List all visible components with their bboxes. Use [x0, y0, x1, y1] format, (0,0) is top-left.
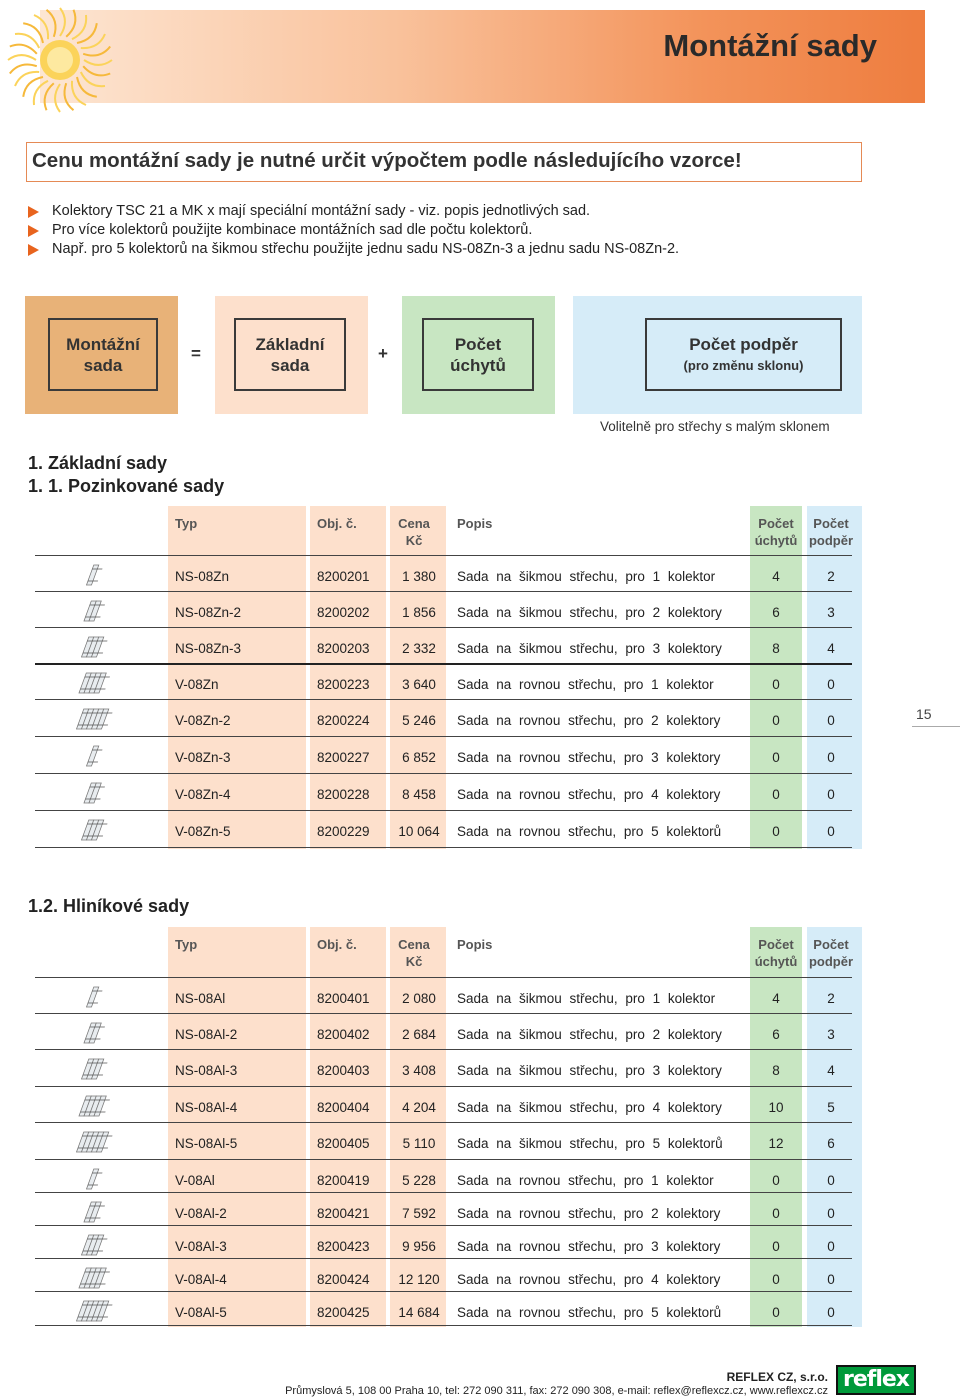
cell-obj: 8200403	[317, 1063, 370, 1078]
mounting-kit-image	[70, 1295, 118, 1327]
cell-uchyty: 0	[772, 1305, 780, 1320]
cell-cena: 9 956	[402, 1239, 436, 1254]
cell-uchyty: 0	[772, 1206, 780, 1221]
cell-obj: 8200405	[317, 1136, 370, 1151]
cell-obj: 8200425	[317, 1305, 370, 1320]
cell-podpery: 0	[827, 1239, 835, 1254]
column-background	[310, 927, 386, 1327]
cell-podpery: 0	[827, 1272, 835, 1287]
cell-cena: 2 080	[402, 991, 436, 1006]
cell-popis: Sada na šikmou střechu, pro 4 kolektory	[457, 1100, 722, 1115]
formula-equals: =	[191, 344, 201, 363]
cell-obj: 8200421	[317, 1206, 370, 1221]
cell-popis: Sada na rovnou střechu, pro 4 kolektory	[457, 1272, 721, 1287]
header-obj: Obj. č.	[317, 516, 357, 531]
mounting-kit-image	[70, 1053, 118, 1085]
cell-uchyty: 0	[772, 1173, 780, 1188]
row-divider	[35, 1325, 852, 1326]
cell-cena: 12 120	[398, 1272, 440, 1287]
cell-popis: Sada na rovnou střechu, pro 3 kolektory	[457, 1239, 721, 1254]
cell-cena: 5 110	[402, 1136, 436, 1151]
cell-uchyty: 10	[768, 1100, 784, 1115]
cell-typ: V-08Zn-3	[175, 750, 231, 765]
cell-popis: Sada na šikmou střechu, pro 5 kolektorů	[457, 1136, 723, 1151]
cell-obj: 8200423	[317, 1239, 370, 1254]
mounting-kit-image	[70, 595, 118, 627]
cell-uchyty: 0	[772, 750, 780, 765]
cell-cena: 7 592	[402, 1206, 436, 1221]
triangle-bullet-icon	[28, 206, 39, 218]
cell-typ: NS-08Zn	[175, 569, 230, 584]
mounting-kit-image	[70, 631, 118, 663]
column-background	[168, 927, 306, 1327]
cell-podpery: 2	[827, 991, 835, 1006]
cell-popis: Sada na rovnou střechu, pro 3 kolektory	[457, 750, 721, 765]
formula-zakladni-box: Základní sada	[234, 318, 346, 391]
mounting-kit-image	[70, 559, 118, 591]
mounting-kit-image	[70, 814, 118, 846]
reflex-logo: reflex	[836, 1365, 916, 1395]
cell-typ: V-08Al-2	[175, 1206, 227, 1221]
row-divider	[35, 1258, 852, 1259]
row-divider	[35, 591, 852, 592]
triangle-bullet-icon	[28, 225, 39, 237]
row-divider	[35, 1192, 852, 1193]
mounting-kit-image	[70, 703, 118, 735]
cell-popis: Sada na rovnou střechu, pro 5 kolektorů	[457, 824, 722, 839]
bullet-item: Např. pro 5 kolektorů na šikmou střechu použijte jednu sadu NS-08Zn-3 a jednu sadu NS-08Zn-2.	[28, 240, 679, 259]
header-cena: Cena Kč	[398, 937, 430, 969]
cell-obj: 8200203	[317, 641, 370, 656]
cell-uchyty: 0	[772, 1272, 780, 1287]
cell-obj: 8200223	[317, 677, 370, 692]
cell-typ: V-08Al-5	[175, 1305, 227, 1320]
cell-popis: Sada na šikmou střechu, pro 2 kolektory	[457, 1027, 722, 1042]
cell-podpery: 4	[827, 641, 835, 656]
cell-podpery: 0	[827, 713, 835, 728]
cell-cena: 2 684	[402, 1027, 436, 1042]
cell-uchyty: 8	[772, 1063, 780, 1078]
cell-podpery: 0	[827, 750, 835, 765]
header-obj: Obj. č.	[317, 937, 357, 952]
mounting-kit-image	[70, 740, 118, 772]
mounting-kit-image	[70, 1090, 118, 1122]
page-title: Montážní sady	[663, 28, 877, 63]
formula-uchyty-bg	[402, 296, 555, 414]
formula-uchyty-box: Počet úchytů	[422, 318, 534, 391]
row-divider	[35, 1225, 852, 1226]
row-divider	[35, 810, 852, 811]
mounting-kit-image	[70, 1262, 118, 1294]
cell-cena: 5 228	[402, 1173, 436, 1188]
row-divider	[35, 736, 852, 737]
mounting-kit-image	[70, 667, 118, 699]
cell-podpery: 0	[827, 677, 835, 692]
cell-podpery: 3	[827, 605, 835, 620]
header-typ: Typ	[175, 937, 198, 952]
mounting-kit-image	[70, 777, 118, 809]
header-podpery: Počet podpěr	[808, 516, 854, 548]
row-divider	[35, 847, 852, 848]
cell-uchyty: 4	[772, 569, 780, 584]
cell-podpery: 3	[827, 1027, 835, 1042]
cell-typ: V-08Zn-4	[175, 787, 231, 802]
cell-typ: NS-08Al	[175, 991, 226, 1006]
cell-obj: 8200202	[317, 605, 370, 620]
cell-obj: 8200229	[317, 824, 370, 839]
cell-podpery: 0	[827, 1305, 835, 1320]
section-heading: 1. Základní sady	[28, 453, 168, 473]
cell-popis: Sada na šikmou střechu, pro 3 kolektory	[457, 641, 722, 656]
cell-podpery: 2	[827, 569, 835, 584]
cell-podpery: 4	[827, 1063, 835, 1078]
cell-popis: Sada na rovnou střechu, pro 4 kolektory	[457, 787, 721, 802]
row-divider	[35, 1122, 852, 1123]
cell-obj: 8200404	[317, 1100, 370, 1115]
cell-uchyty: 6	[772, 1027, 780, 1042]
cell-typ: NS-08Al-2	[175, 1027, 238, 1042]
formula-montazni-box: Montážní sada	[48, 318, 158, 391]
mounting-kit-image	[70, 1163, 118, 1195]
cell-podpery: 0	[827, 1173, 835, 1188]
mounting-kit-image	[70, 981, 118, 1013]
cell-popis: Sada na šikmou střechu, pro 2 kolektory	[457, 605, 722, 620]
row-divider	[35, 663, 852, 665]
cell-typ: V-08Zn-2	[175, 713, 231, 728]
bullet-list	[28, 202, 679, 259]
cell-popis: Sada na rovnou střechu, pro 1 kolektor	[457, 677, 714, 692]
cell-popis: Sada na rovnou střechu, pro 2 kolektory	[457, 1206, 721, 1221]
cell-typ: NS-08Al-5	[175, 1136, 238, 1151]
formula-plus: +	[378, 344, 388, 363]
cell-cena: 1 856	[402, 605, 436, 620]
row-divider	[35, 1086, 852, 1087]
header-band	[40, 10, 925, 103]
mounting-kit-image	[70, 1196, 118, 1228]
row-divider	[35, 1013, 852, 1014]
triangle-bullet-icon	[28, 244, 39, 256]
cell-podpery: 0	[827, 824, 835, 839]
cell-uchyty: 0	[772, 1239, 780, 1254]
cell-typ: V-08Al-3	[175, 1239, 227, 1254]
cell-typ: V-08Zn	[175, 677, 219, 692]
cell-uchyty: 4	[772, 991, 780, 1006]
cell-typ: NS-08Al-4	[175, 1100, 238, 1115]
row-divider	[35, 1291, 852, 1292]
column-background	[390, 927, 446, 1327]
cell-cena: 2 332	[402, 641, 436, 656]
cell-obj: 8200401	[317, 991, 370, 1006]
cell-podpery: 0	[827, 1206, 835, 1221]
mounting-kit-image	[70, 1017, 118, 1049]
cell-obj: 8200201	[317, 569, 370, 584]
header-uchyty: Počet úchytů	[754, 516, 798, 548]
page-number: 15	[916, 706, 932, 722]
header-popis: Popis	[457, 937, 493, 952]
bullet-item: Pro více kolektorů použijte kombinace montážních sad dle počtu kolektorů.	[28, 221, 679, 240]
cell-podpery: 0	[827, 787, 835, 802]
formula-podpery-box: Počet podpěr (pro změnu sklonu)	[645, 318, 842, 391]
cell-typ: V-08Al	[175, 1173, 215, 1188]
cell-uchyty: 12	[768, 1136, 784, 1151]
cell-cena: 1 380	[402, 569, 436, 584]
cell-podpery: 6	[827, 1136, 835, 1151]
cell-cena: 5 246	[402, 713, 436, 728]
column-background	[750, 927, 802, 1327]
cell-cena: 10 064	[398, 824, 440, 839]
cell-popis: Sada na rovnou střechu, pro 5 kolektorů	[457, 1305, 722, 1320]
cell-uchyty: 8	[772, 641, 780, 656]
formula-podpery-bg	[573, 296, 862, 414]
header-podpery: Počet podpěr	[808, 937, 854, 969]
formula-title: Cenu montážní sady je nutné určit výpočtem podle následujícího vzorce!	[26, 142, 862, 182]
cell-obj: 8200228	[317, 787, 370, 802]
cell-cena: 3 640	[402, 677, 436, 692]
cell-cena: 6 852	[402, 750, 436, 765]
cell-typ: NS-08Zn-3	[175, 641, 242, 656]
cell-uchyty: 0	[772, 824, 780, 839]
section-heading: 1.2. Hliníkové sady	[28, 896, 190, 916]
row-divider	[35, 773, 852, 774]
row-divider	[35, 627, 852, 628]
cell-obj: 8200419	[317, 1173, 370, 1188]
cell-popis: Sada na rovnou střechu, pro 1 kolektor	[457, 1173, 714, 1188]
cell-uchyty: 0	[772, 677, 780, 692]
formula-note: Volitelně pro střechy s malým sklonem	[600, 419, 830, 434]
page-number-line	[912, 726, 960, 727]
mounting-kit-image	[70, 1229, 118, 1261]
sun-icon	[2, 4, 118, 114]
cell-cena: 8 458	[402, 787, 436, 802]
row-divider	[35, 977, 852, 978]
footer-address: Průmyslová 5, 108 00 Praha 10, tel: 272 090 311, fax: 272 090 308, e-mail: reflex@reflexcz.cz, www.reflexcz.cz	[285, 1385, 828, 1397]
cell-obj: 8200224	[317, 713, 370, 728]
cell-obj: 8200424	[317, 1272, 370, 1287]
header-uchyty: Počet úchytů	[754, 937, 798, 969]
mounting-kit-image	[70, 1126, 118, 1158]
row-divider	[35, 1049, 852, 1050]
cell-typ: NS-08Zn-2	[175, 605, 242, 620]
cell-podpery: 5	[827, 1100, 835, 1115]
cell-typ: V-08Zn-5	[175, 824, 231, 839]
section-subheading: 1. 1. Pozinkované sady	[28, 476, 225, 496]
cell-uchyty: 6	[772, 605, 780, 620]
header-typ: Typ	[175, 516, 198, 531]
header-cena: Cena Kč	[398, 516, 430, 548]
cell-cena: 4 204	[402, 1100, 436, 1115]
cell-popis: Sada na rovnou střechu, pro 2 kolektory	[457, 713, 721, 728]
column-background	[807, 927, 862, 1327]
formula-montazni-bg	[25, 296, 178, 414]
bullet-item: Kolektory TSC 21 a MK x mají speciální montážní sady - viz. popis jednotlivých sad.	[28, 202, 679, 221]
cell-popis: Sada na šikmou střechu, pro 1 kolektor	[457, 569, 716, 584]
header-popis: Popis	[457, 516, 493, 531]
footer-company: REFLEX CZ, s.r.o.	[726, 1370, 828, 1384]
cell-uchyty: 0	[772, 713, 780, 728]
cell-popis: Sada na šikmou střechu, pro 3 kolektory	[457, 1063, 722, 1078]
cell-cena: 3 408	[402, 1063, 436, 1078]
row-divider	[35, 699, 852, 700]
formula-zakladni-bg	[215, 296, 368, 414]
row-divider	[35, 1159, 852, 1160]
cell-obj: 8200227	[317, 750, 370, 765]
cell-typ: NS-08Al-3	[175, 1063, 238, 1078]
row-divider	[35, 555, 852, 556]
cell-uchyty: 0	[772, 787, 780, 802]
cell-popis: Sada na šikmou střechu, pro 1 kolektor	[457, 991, 716, 1006]
cell-obj: 8200402	[317, 1027, 370, 1042]
cell-cena: 14 684	[398, 1305, 440, 1320]
cell-typ: V-08Al-4	[175, 1272, 227, 1287]
